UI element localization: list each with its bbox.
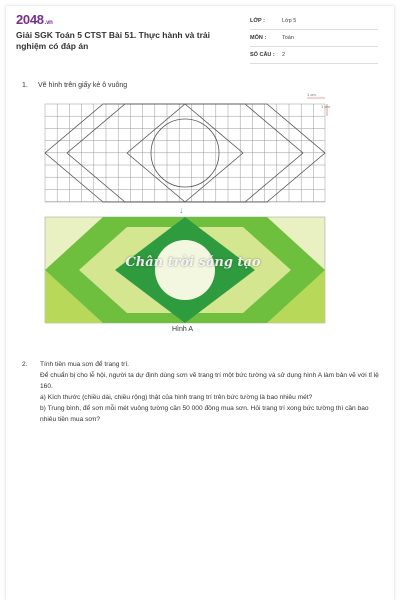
arrow-down-icon: ↓ bbox=[179, 205, 184, 215]
question-2: 2. Tính tiền mua sơn để trang trí. Để chuẩn bị cho lễ hội, người ta dự định dùng sơn vẽ trang trí một bức tường và sử dụng hình A làm bản vẽ với tỉ lệ 160. a) Kích thước (chiều dài, chiều rộng) thật của hình trang trí trên bức tường là bao nhiêu mét? b) Trung bình, để sơn mỗi mét vuông tường cần 50 000 đồng mua sơn. Hỏi trang trí xong bức tường thì cần bao nhiêu tiền mua sơn? bbox=[22, 359, 382, 425]
scale-label-vertical: 1 cm bbox=[321, 104, 330, 109]
meta-table bbox=[250, 13, 378, 64]
colored-figure bbox=[45, 217, 327, 325]
figure-caption: Hình A bbox=[172, 326, 194, 333]
watermark-text: Chân trời sáng tạo bbox=[125, 255, 261, 270]
meta-row-class: LỚP : Lớp 5 bbox=[250, 13, 378, 30]
grid-figure bbox=[45, 92, 330, 204]
center-circle bbox=[155, 240, 215, 300]
question-2-part-a: a) Kích thước (chiều dài, chiều rộng) thật của hình trang trí trên bức tường là bao nhiêu mét? bbox=[40, 394, 313, 401]
site-logo[interactable]: 2048.vn bbox=[16, 12, 53, 27]
question-2-intro: Để chuẩn bị cho lễ hội, người ta dự định dùng sơn vẽ trang trí một bức tường và sử dụng hình A làm bản vẽ với tỉ lệ 160. bbox=[40, 372, 379, 390]
scale-label-horizontal: 1 cm bbox=[307, 92, 316, 97]
meta-row-subject: MÔN : Toán bbox=[250, 30, 378, 47]
meta-row-question-count: SỐ CÂU : 2 bbox=[250, 47, 378, 64]
question-2-part-b: b) Trung bình, để sơn mỗi mét vuông tường cần 50 000 đồng mua sơn. Hỏi trang trí xong bức tường thì cần bao nhiêu tiền mua sơn? bbox=[40, 405, 369, 423]
question-1-label: 1. Vẽ hình trên giấy kẻ ô vuông bbox=[22, 82, 128, 89]
page-title: Giải SGK Toán 5 CTST Bài 51. Thực hành và trải nghiệm có đáp án bbox=[16, 30, 210, 51]
question-2-title: Tính tiền mua sơn để trang trí. bbox=[40, 361, 129, 368]
